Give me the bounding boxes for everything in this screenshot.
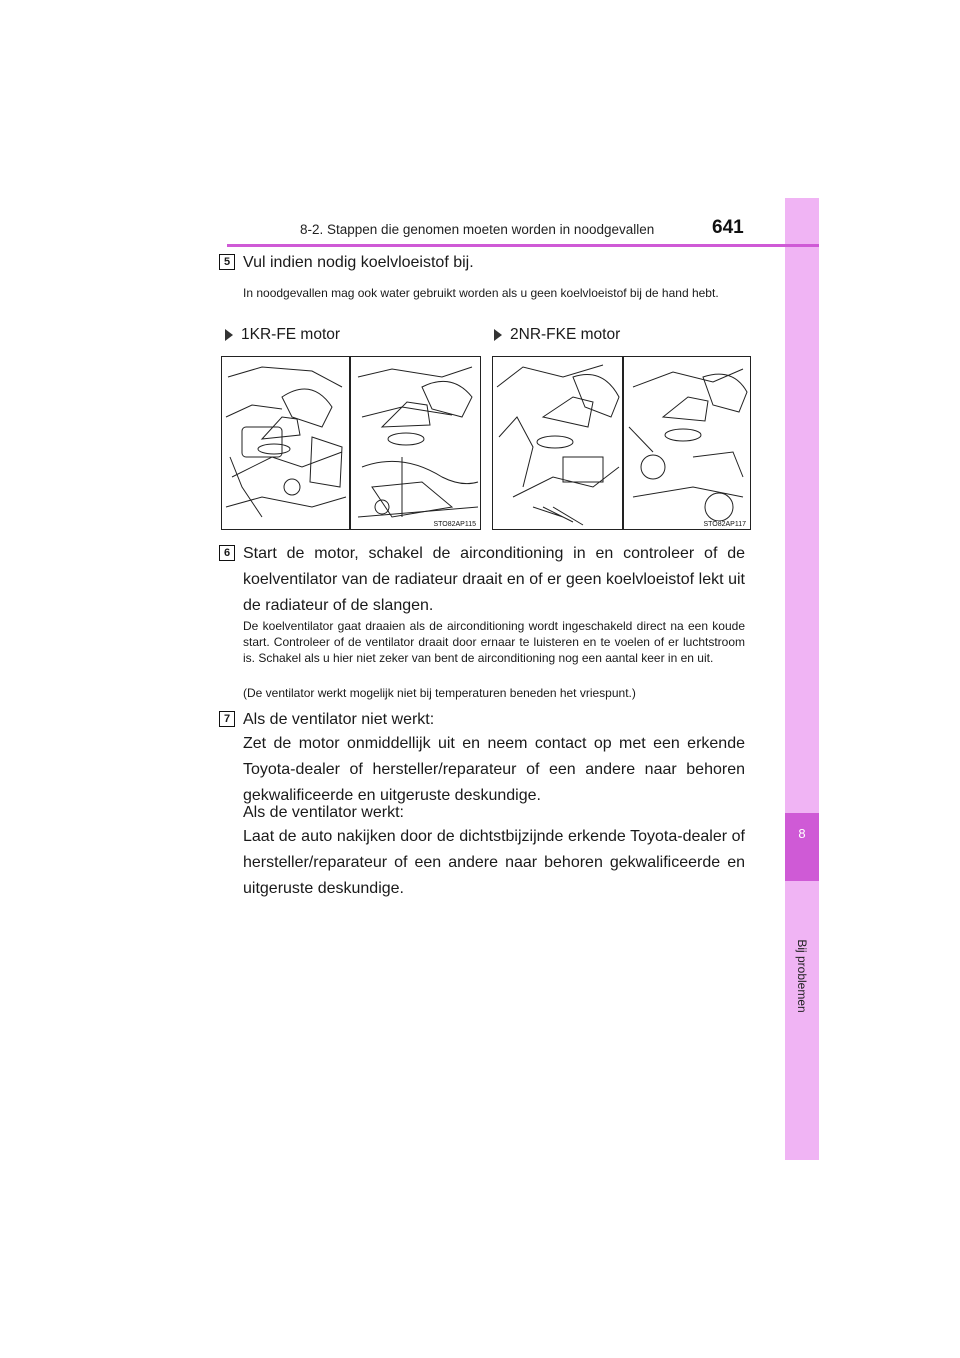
illustration-caption-1kr: 1KR-FE motor [225,326,340,344]
engine-illustration-2nr [492,356,751,530]
engine-illustration-icon [493,357,750,529]
step-number-5: 5 [219,254,235,270]
triangle-bullet-icon [225,329,233,341]
chapter-number: 8 [798,826,806,841]
step-6-note-2: (De ventilator werkt mogelijk niet bij temperaturen beneden het vriespunt.) [243,686,636,700]
illustration-code: STO82AP117 [703,521,746,528]
step-7-text-1: Zet de motor onmiddellijk uit en neem contact op met een erkende Toyota-dealer of hersteller/reparateur of een andere naar behoren gekwalificeerde en uitgeruste deskundige. [243,735,745,804]
step-7-text-2: Laat de auto nakijken door de dichtstbijzijnde erkende Toyota-dealer of hersteller/reparateur of een andere naar behoren gekwalificeerde en uitgeruste deskundige. [243,828,745,897]
engine-illustration-icon [222,357,480,529]
chapter-sidebar [785,198,819,1160]
step-5-note: In noodgevallen mag ook water gebruikt worden als u geen koelvloeistof bij de hand hebt. [243,286,719,300]
step-5-title: Vul indien nodig koelvloeistof bij. [243,254,474,271]
chapter-tab[interactable] [785,813,819,881]
section-title: 8-2. Stappen die genomen moeten worden in noodgevallen [300,222,655,237]
page-number: 641 [712,217,744,238]
illustration-caption-2nr: 2NR-FKE motor [494,326,620,344]
step-number-6: 6 [219,545,235,561]
step-6-text: Start de motor, schakel de airconditioning in en controleer of de koelventilator van de radiateur draait en of er geen koelvloeistof lekt uit de radiateur of de slangen. [243,545,745,614]
step-number-7: 7 [219,711,235,727]
engine-illustration-1kr [221,356,481,530]
step-7-heading-1: Als de ventilator niet werkt: [243,711,435,728]
step-7-heading-2: Als de ventilator werkt: [243,804,404,821]
header-divider [227,244,819,247]
triangle-bullet-icon [494,329,502,341]
illustration-code: STO82AP115 [433,521,476,528]
step-6-note: De koelventilator gaat draaien als de airconditioning wordt ingeschakeld direct na een koude start. Controleer of de ventilator draait door ernaar te luisteren en te voelen of er luchtstroom is. Schakel als u hier niet zeker van bent de airconditioning nog een aantal keer in en uit. [243,619,745,665]
